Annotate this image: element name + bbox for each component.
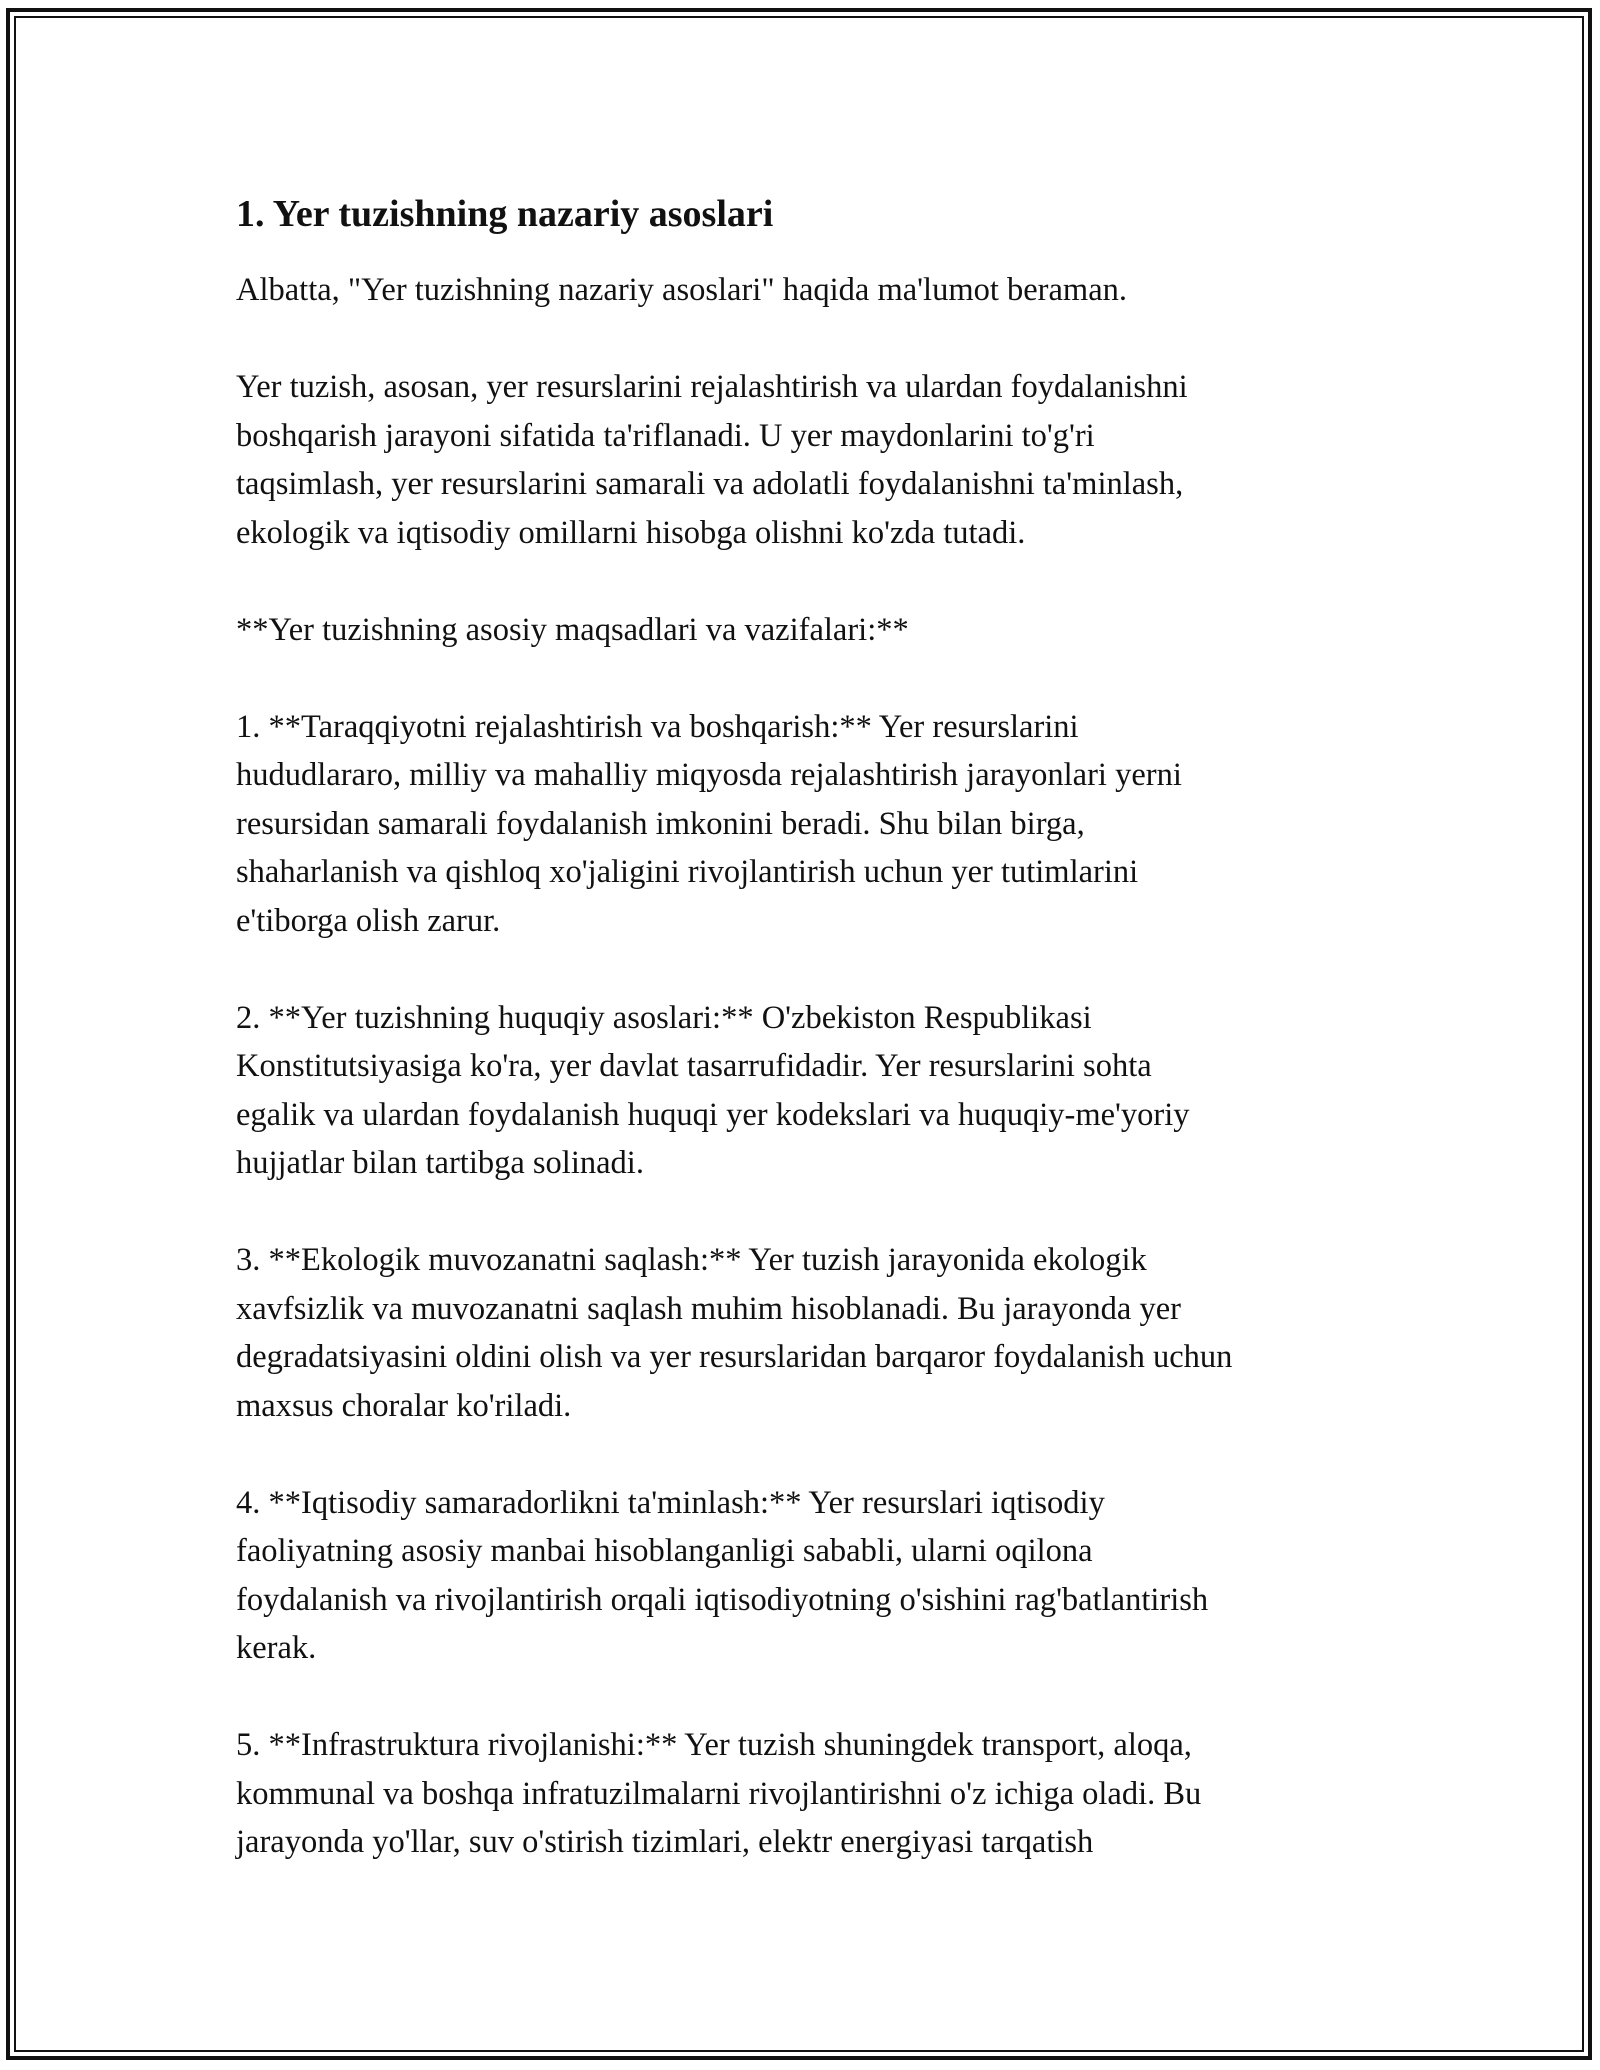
text-line: foydalanish va rivojlantirish orqali iqtisodiyotning o'sishini rag'batlantirish [236, 1581, 1209, 1618]
text-line: boshqarish jarayoni sifatida ta'riflanadi. U yer maydonlarini to'g'ri [236, 417, 1095, 454]
text-line: Konstitutsiyasiga ko'ra, yer davlat tasarrufidadir. Yer resurslarini sohta [236, 1048, 1152, 1084]
list-item-4 [236, 1479, 1366, 1673]
text-line: resursidan samarali foydalanish imkonini beradi. Shu bilan birga, [236, 805, 1085, 842]
list-item-5 [236, 1721, 1366, 1867]
text-line: faoliyatning asosiy manbai hisoblanganligi sababli, ularni oqilona [236, 1533, 1093, 1569]
text-line: taqsimlash, yer resurslarini samarali va adolatli foydalanishni ta'minlash, [236, 466, 1184, 502]
text-line: 2. **Yer tuzishning huquqiy asoslari:** O'zbekiston Respublikasi [236, 999, 1092, 1036]
text-line: 4. **Iqtisodiy samaradorlikni ta'minlash:** Yer resurslari iqtisodiy [236, 1484, 1105, 1521]
text-line: hududlararo, milliy va mahalliy miqyosda rejalashtirish jarayonlari yerni [236, 757, 1182, 793]
intro-paragraph [236, 266, 1366, 315]
text-line: xavfsizlik va muvozanatni saqlash muhim hisoblanadi. Bu jarayonda yer [236, 1290, 1181, 1327]
text-line: 3. **Ekologik muvozanatni saqlash:** Yer tuzish jarayonida ekologik [236, 1242, 1147, 1278]
text-line: kerak. [236, 1630, 317, 1666]
text-line: maxsus choralar ko'riladi. [236, 1387, 572, 1424]
text-line: shaharlanish va qishloq xo'jaligini rivojlantirish uchun yer tutimlarini [236, 854, 1139, 890]
text-line: ekologik va iqtisodiy omillarni hisobga olishni ko'zda tutadi. [236, 514, 1026, 551]
section-heading-paragraph [236, 606, 1366, 655]
text-line: Albatta, "Yer tuzishning nazariy asoslari" haqida ma'lumot beraman. [236, 272, 1128, 308]
text-line: hujjatlar bilan tartibga solinadi. [236, 1145, 644, 1181]
text-line: Yer tuzish, asosan, yer resurslarini rejalashtirish va ulardan foydalanishni [236, 369, 1188, 405]
text-line: 1. **Taraqqiyotni rejalashtirish va boshqarish:** Yer resurslarini [236, 708, 1079, 745]
text-line: kommunal va boshqa infratuzilmalarni rivojlantirishni o'z ichiga oladi. Bu [236, 1775, 1202, 1812]
text-line: degradatsiyasini oldini olish va yer resurslaridan barqaror foydalanish uchun [236, 1339, 1233, 1375]
text-line: **Yer tuzishning asosiy maqsadlari va vazifalari:** [236, 611, 909, 648]
text-line: egalik va ulardan foydalanish huquqi yer kodekslari va huquqiy-me'yoriy [236, 1096, 1190, 1133]
list-item-3 [236, 1236, 1366, 1430]
text-line: e'tiborga olish zarur. [236, 902, 501, 939]
text-line: 5. **Infrastruktura rivojlanishi:** Yer tuzish shuningdek transport, aloqa, [236, 1727, 1192, 1763]
list-item-2 [236, 994, 1366, 1188]
text-line: jarayonda yo'llar, suv o'stirish tizimlari, elektr energiyasi tarqatish [236, 1824, 1094, 1860]
list-item-1 [236, 703, 1366, 946]
document-title: 1. Yer tuzishning nazariy asoslari [236, 193, 774, 235]
definition-paragraph [236, 363, 1366, 557]
document-body [236, 190, 1366, 1915]
